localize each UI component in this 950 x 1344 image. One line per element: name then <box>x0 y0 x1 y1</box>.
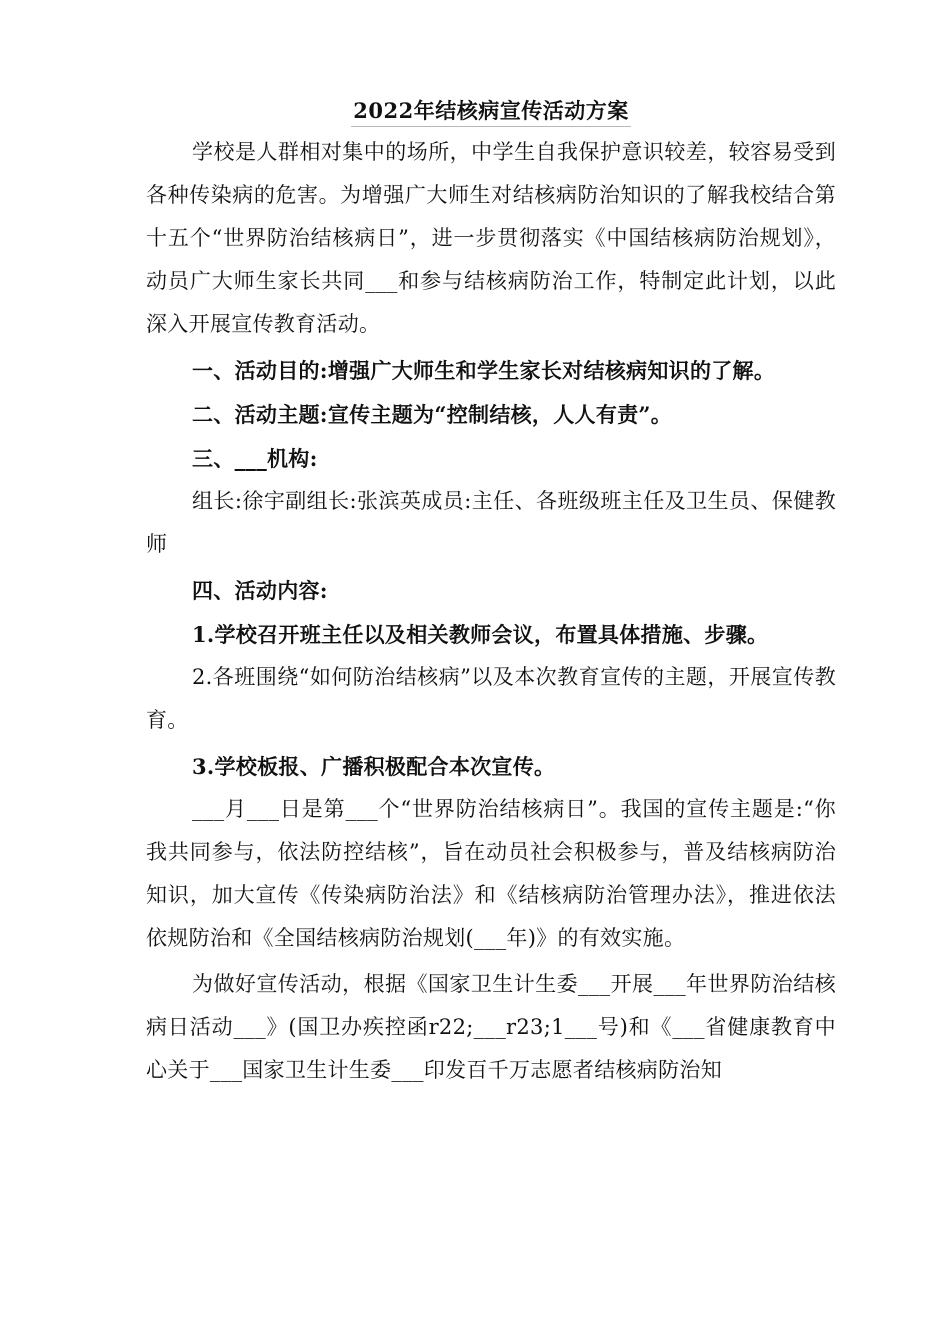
basis-paragraph: 为做好宣传活动，根据《国家卫生计生委___开展___年世界防治结核病日活动___》(国卫办疾控函r22;___r23;1___号)和《___省健康教育中心关于___国家卫生计生委___印发百千万志愿者结核病防治知 <box>146 972 836 1082</box>
document-title-text: 2022年结核病宣传活动方案 <box>351 96 630 127</box>
organization-members: 组长:徐宇副组长:张滨英成员:主任、各班级班主任及卫生员、保健教师 <box>146 489 836 556</box>
section-purpose: 一、活动目的:增强广大师生和学生家长对结核病知识的了解。 <box>192 358 776 383</box>
content-item-1: 1.学校召开班主任以及相关教师会议，布置具体措施、步骤。 <box>192 622 769 647</box>
intro-paragraph: 学校是人群相对集中的场所，中学生自我保护意识较差，较容易受到各种传染病的危害。为增强广大师生对结核病防治知识的了解我校结合第十五个“世界防治结核病日”，进一步贯彻落实《中国结核病防治规划》，动员广大师生家长共同___和参与结核病防治工作，特制定此计划，以此深入开展宣传教育活动。 <box>146 140 836 336</box>
section-content: 四、活动内容: <box>192 578 328 603</box>
document-title <box>146 96 836 127</box>
campaign-paragraph: ___月___日是第___个“世界防治结核病日”。我国的宣传主题是:“你我共同参与，依法防控结核”，旨在动员社会积极参与，普及结核病防治知识，加大宣传《传染病防治法》和《结核病防治管理办法》，推进依法依规防治和《全国结核病防治规划(___年)》的有效实施。 <box>146 797 836 950</box>
section-organization: 三、___机构: <box>192 446 318 471</box>
content-item-3: 3.学校板报、广播积极配合本次宣传。 <box>192 754 556 779</box>
content-item-2: 2.各班围绕“如何防治结核病”以及本次教育宣传的主题，开展宣传教育。 <box>146 665 836 732</box>
document-page <box>146 96 836 1092</box>
section-theme: 二、活动主题:宣传主题为“控制结核，人人有责”。 <box>192 402 673 427</box>
